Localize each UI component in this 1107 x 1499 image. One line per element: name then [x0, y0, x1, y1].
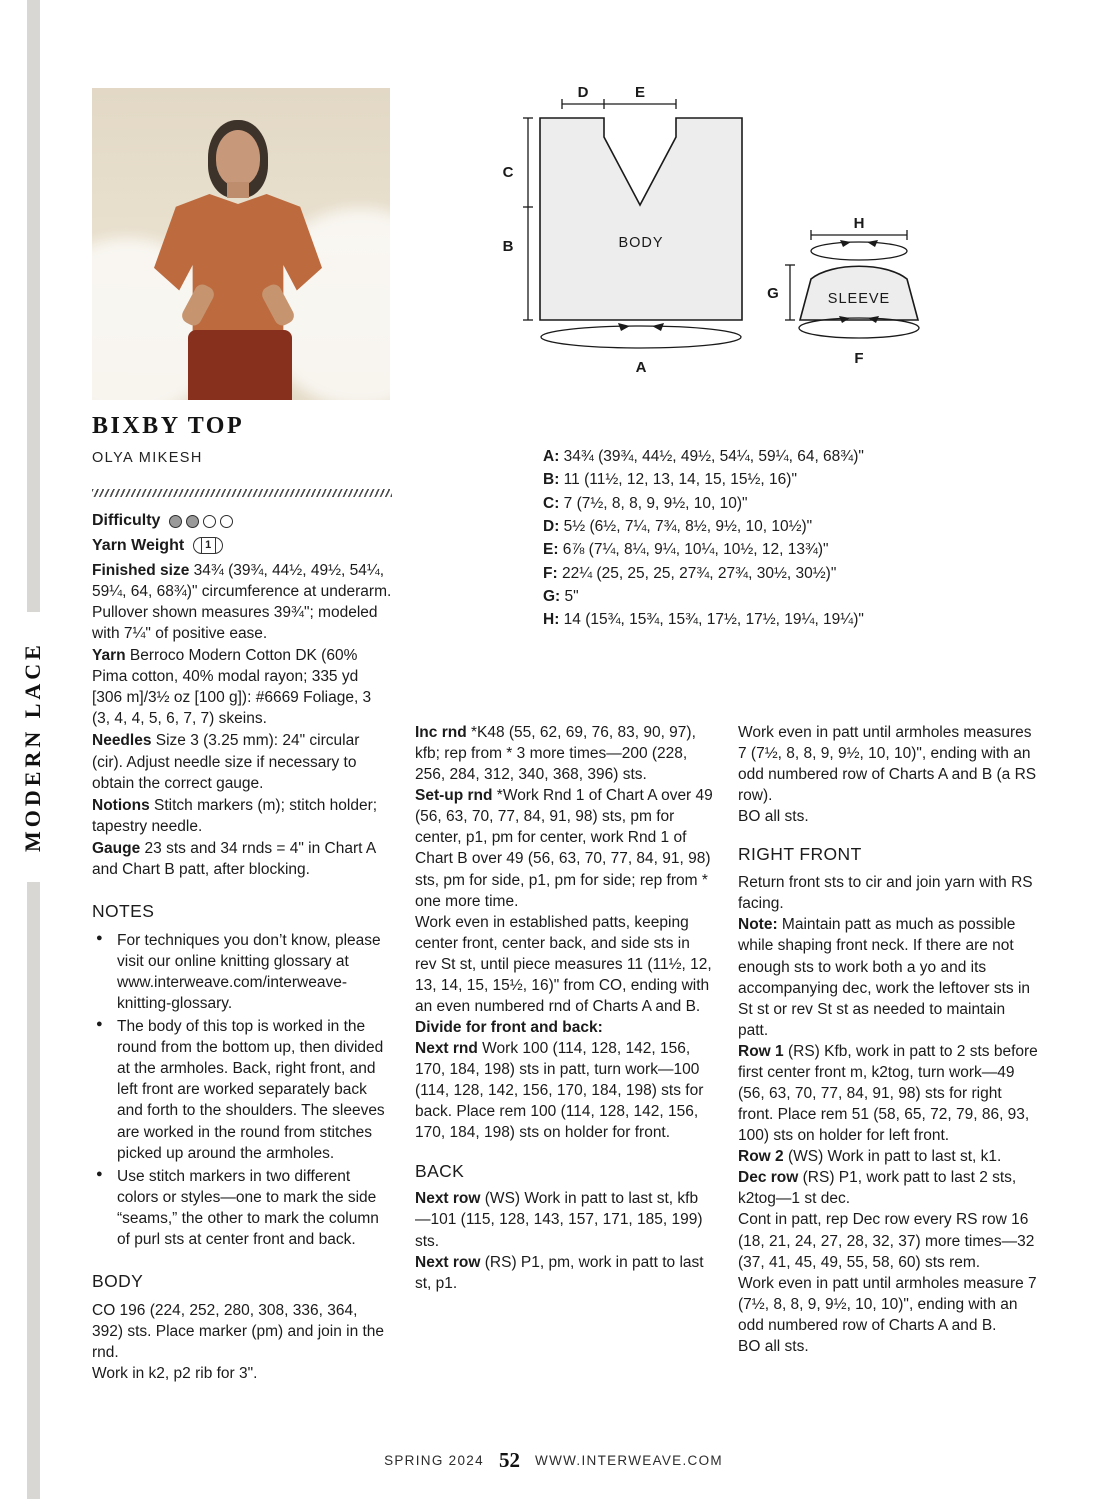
spec-needles: Needles Size 3 (3.25 mm): 24" circular (cir). Adjust needle size if necessary to obtain the correct gauge.: [92, 732, 360, 792]
difficulty-dot: [186, 515, 199, 528]
instruction-block: BO all sts.: [738, 1337, 809, 1355]
instruction-block: Next row (RS) P1, pm, work in patt to last st, p1.: [415, 1253, 704, 1292]
instruction-block: Return front sts to cir and join yarn with RS facing.: [738, 874, 1033, 913]
instruction-block: Next row (WS) Work in patt to last st, kfb—101 (115, 128, 143, 157, 171, 185, 199) sts.: [415, 1190, 703, 1250]
left-column: [92, 410, 392, 1384]
schematic-diagram: [490, 85, 1055, 390]
measurement-row: C: 7 (7½, 8, 8, 9, 9½, 10, 10)": [543, 494, 748, 512]
difficulty-dot: [169, 515, 182, 528]
instruction-block: Dec row (RS) P1, work patt to last 2 sts, k2tog—1 st dec.: [738, 1169, 1017, 1208]
dim-label-h: H: [853, 215, 865, 232]
note-item: ● Use stitch markers in two different colors or styles—one to mark the side “seams,” the other to mark the column of purl sts at center front and back.: [96, 1167, 379, 1248]
footer-page-number: 52: [498, 1448, 520, 1472]
measurement-list: [543, 446, 883, 633]
sidebar-accent-bar-top: [27, 0, 40, 612]
model-neck: [227, 182, 249, 198]
arrowhead: [652, 323, 664, 331]
instruction-block: Divide for front and back:: [415, 1019, 603, 1037]
model-photo: [92, 88, 390, 400]
measurement-row: B: 11 (11½, 12, 13, 14, 15, 15½, 16)": [543, 471, 797, 489]
yarn-weight-icon: 1: [193, 537, 223, 554]
measurement-row: G: 5": [543, 587, 579, 605]
designer-name: OLYA MIKESH: [92, 449, 203, 466]
arrowhead: [867, 240, 878, 247]
arrowhead: [840, 240, 851, 247]
instruction-block: Work even in established patts, keeping center front, center back, and side sts in rev St st, until piece measures 11 (11½, 12, 13, 14, 15, 15½, 16)" from CO, ending with an even numbered rnd of Charts A and B.: [415, 913, 712, 1016]
footer-site: WWW.INTERWEAVE.COM: [535, 1453, 723, 1468]
dim-label-e: E: [634, 85, 646, 101]
spec-yarn: Yarn Berroco Modern Cotton DK (60% Pima cotton, 40% modal rayon; 335 yd [306 m]/3½ oz [100 g]): #6669 Foliage, 3 (3, 4, 4, 5, 6, 7, 7) skeins.: [92, 647, 372, 728]
sidebar-section-label: MODERN LACE: [20, 641, 46, 853]
bullet-icon: ●: [96, 931, 103, 944]
instruction-block: Work even in patt until armholes measure 7 (7½, 8, 8, 9, 9½, 10, 10)", ending with an odd numbered row of Charts A and B.: [738, 1274, 1037, 1334]
back-heading: BACK: [415, 1160, 465, 1181]
difficulty-dot: [203, 515, 216, 528]
sleeve-circumference-arrow: [799, 318, 919, 338]
note-item: ● For techniques you don’t know, please visit our online knitting glossary at www.interweave.com/interweave-knitting-glossary.: [96, 931, 381, 1013]
difficulty-dot: [220, 515, 233, 528]
instruction-block: Row 1 (RS) Kfb, work in patt to 2 sts before first center front m, k2tog, turn work—49 (56, 63, 70, 77, 84, 91, 98) sts for right front. Place rem 51 (58, 65, 72, 79, 86, 93, 100) sts on holder for left front.: [738, 1042, 1038, 1145]
bullet-icon: ●: [96, 1018, 103, 1031]
dim-label-f: F: [854, 350, 864, 367]
spec-finished-size: Finished size 34¾ (39¾, 44½, 49½, 54¼, 59¼, 64, 68¾)" circumference at underarm. Pullover shown measures 39¾"; modeled with 7¼" of positive ease.: [92, 561, 392, 643]
instruction-block: Work even in patt until armholes measures 7 (7½, 8, 8, 9, 9½, 10, 10)", ending with an odd numbered row of Charts A and B (a RS row).: [738, 724, 1037, 805]
measurement-row: E: 6⅞ (7¼, 8¼, 9¼, 10¼, 10½, 12, 13¾)": [543, 541, 829, 559]
spec-notions: Notions Stitch markers (m); stitch holder; tapestry needle.: [92, 796, 378, 835]
difficulty-row: [92, 510, 392, 532]
notes-list: [92, 930, 392, 1250]
sleeve-schematic-label: SLEEVE: [827, 291, 891, 307]
instruction-block: BO all sts.: [738, 808, 809, 826]
body-circumference-arrow: [541, 326, 741, 348]
pattern-title: BIXBY TOP: [92, 413, 245, 439]
body-heading: BODY: [92, 1270, 144, 1291]
spec-gauge: Gauge 23 sts and 34 rnds = 4" in Chart A and Chart B patt, after blocking.: [92, 839, 376, 878]
instruction-column-right: [738, 722, 1038, 1357]
instruction-block: Set-up rnd *Work Rnd 1 of Chart A over 49 (56, 63, 70, 77, 84, 91, 98) sts, pm for center, p1, pm for center, work Rnd 1 of Chart B over 49 (56, 63, 70, 77, 84, 91, 98) sts, pm for side, p1, pm for side; rep from * one more time.: [415, 787, 713, 910]
instruction-block: Cont in patt, rep Dec row every RS row 16 (18, 21, 24, 27, 28, 32, 37) more times—32 (37, 41, 45, 49, 55, 58, 60) sts rem.: [738, 1211, 1035, 1271]
instruction-block: Note: Maintain patt as much as possible while shaping front neck. If there are not enough sts to work both a yo and its accompanying dec, work the leftover sts in St st or rev St st as needed to maintain patt.: [738, 916, 1031, 1039]
body-schematic-outline: [540, 118, 742, 320]
section-divider: [92, 489, 392, 497]
difficulty-label: Difficulty: [92, 512, 161, 530]
right-front-heading: RIGHT FRONT: [738, 844, 862, 865]
page-footer: [0, 1446, 1107, 1475]
instruction-block: Next rnd Work 100 (114, 128, 142, 156, 170, 184, 198) sts in patt, turn work—100 (114, 128, 142, 156, 170, 184, 198) sts for back. Place rem 100 (114, 128, 142, 156, 170, 184, 198) sts on holder for front.: [415, 1040, 704, 1142]
dim-label-c: C: [502, 164, 514, 181]
armhole-circumference-arrow: [811, 242, 907, 260]
body-schematic-label: BODY: [618, 235, 664, 251]
dim-label-d: D: [577, 85, 589, 101]
difficulty-dots: [169, 515, 233, 528]
model-skirt: [188, 330, 292, 400]
dim-label-b: B: [502, 238, 514, 255]
yarn-weight-label: Yarn Weight: [92, 537, 185, 555]
notes-heading: NOTES: [92, 901, 155, 922]
measurement-row: D: 5½ (6½, 7¼, 7¾, 8½, 9½, 10, 10½)": [543, 517, 813, 535]
sidebar-accent-bar-bottom: [27, 882, 40, 1499]
body-para: CO 196 (224, 252, 280, 308, 336, 364, 392) sts. Place marker (pm) and join in the rnd.: [92, 1301, 385, 1361]
arrowhead: [618, 323, 630, 331]
instruction-block: Inc rnd *K48 (55, 62, 69, 76, 83, 90, 97), kfb; rep from * 3 more times—200 (228, 256, 284, 312, 340, 368, 396) sts.: [415, 724, 696, 784]
measurement-row: A: 34¾ (39¾, 44½, 49½, 54¼, 59¼, 64, 68¾)": [543, 448, 864, 465]
measurement-row: F: 22¼ (25, 25, 25, 27¾, 27¾, 30½, 30½)": [543, 564, 837, 582]
measurement-row: H: 14 (15¾, 15¾, 15¾, 17½, 17½, 19¼, 19¼)": [543, 611, 864, 629]
yarn-weight-row: [92, 535, 392, 557]
note-item: ● The body of this top is worked in the round from the bottom up, then divided at the armholes. Back, right front, and left front are worked separately back and forth to the shoulders. The sleeves are worked in the round from stitches picked up around the armholes.: [96, 1018, 385, 1162]
dim-label-g: G: [767, 285, 779, 302]
body-para: Work in k2, p2 rib for 3".: [92, 1365, 258, 1383]
dim-label-a: A: [635, 359, 647, 376]
instruction-column-middle: [415, 722, 713, 1294]
bullet-icon: ●: [96, 1167, 103, 1180]
model-face: [216, 130, 260, 186]
footer-issue: SPRING 2024: [384, 1453, 484, 1468]
instruction-block: Row 2 (WS) Work in patt to last st, k1.: [738, 1148, 1002, 1166]
